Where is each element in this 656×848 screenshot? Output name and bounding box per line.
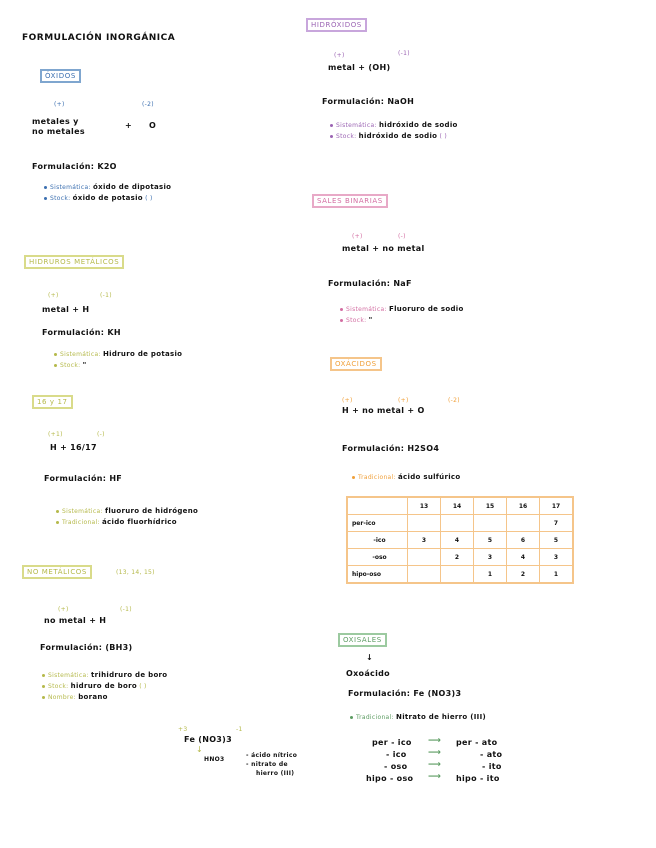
oxidos-reactant-right: O: [149, 121, 157, 130]
table-header-cell: 13: [408, 497, 441, 515]
oxidos-sist-label: Sistemática:: [50, 184, 91, 191]
no-metalicos-header: NO METÁLICOS: [22, 565, 92, 579]
oxacidos-charge-2: (+): [398, 397, 409, 404]
bullet-icon: [56, 521, 59, 524]
table-cell: 1: [540, 566, 574, 584]
table-row-label: -oso: [347, 549, 408, 566]
table-cell: [408, 549, 441, 566]
table-cell: 4: [441, 532, 474, 549]
oxisales-header: OXISALES: [338, 633, 387, 647]
no-metalicos-nombre-label: Nombre:: [48, 694, 76, 701]
bullet-icon: [350, 716, 353, 719]
table-cell: [507, 515, 540, 532]
oxacidos-trad-label: Tradicional:: [358, 474, 396, 481]
oxacidos-tradicional-line: [352, 473, 460, 481]
grupo-16-17-sistematica-line: [56, 507, 198, 515]
hidroxidos-stock-value: hidróxido de sodio: [358, 132, 438, 140]
grupo-16-17-charge-left: (+1): [48, 431, 63, 438]
grupo-16-17-sist-value: fluoruro de hidrógeno: [105, 507, 199, 515]
table-cell: 4: [507, 549, 540, 566]
oxisales-change-to-4: hipo - ito: [456, 774, 500, 783]
oxidos-charge-right: (-2): [142, 101, 154, 108]
bullet-icon: [44, 197, 47, 200]
oxisales-formula: Formulación: Fe (NO3)3: [348, 689, 462, 698]
hidroxidos-stock-label: Stock:: [336, 133, 357, 140]
sales-binarias-sistematica-line: [340, 305, 464, 313]
bullet-icon: [42, 674, 45, 677]
fe-note-line-2: - nitrato de: [246, 761, 288, 768]
table-row-label: hipo-oso: [347, 566, 408, 584]
bullet-icon: [42, 685, 45, 688]
sales-binarias-charge-left: (+): [352, 233, 363, 240]
no-metalicos-charge-left: (+): [58, 606, 69, 613]
hidroxidos-sistematica-line: [330, 121, 458, 129]
no-metalicos-charge-right: (-1): [120, 606, 132, 613]
table-cell: 6: [507, 532, 540, 549]
sales-binarias-reaction: metal + no metal: [342, 244, 425, 253]
no-metalicos-nombre-value: borano: [78, 693, 108, 701]
hidroxidos-stock-paren: ( ): [439, 133, 447, 140]
table-cell: 2: [441, 549, 474, 566]
oxidos-stock-value: óxido de potasio: [72, 194, 143, 202]
table-cell: 1: [474, 566, 507, 584]
table-header-cell: 16: [507, 497, 540, 515]
table-header-cell: 15: [474, 497, 507, 515]
hidroxidos-sist-label: Sistemática:: [336, 122, 377, 129]
grupo-16-17-header: 16 y 17: [32, 395, 73, 409]
hidruros-charge-right: (-1): [100, 292, 112, 299]
page-title: FORMULACIÓN INORGÁNICA: [22, 33, 176, 43]
grupo-16-17-trad-label: Tradicional:: [62, 519, 100, 526]
oxisales-change-to-1: per - ato: [456, 738, 498, 747]
oxisales-tradicional-line: [350, 713, 486, 721]
oxisales-change-to-2: - ato: [480, 750, 503, 759]
table-cell: [408, 515, 441, 532]
bullet-icon: [54, 353, 57, 356]
sales-binarias-header: SALES BINARIAS: [312, 194, 388, 208]
fe-note-acid: HNO3: [204, 756, 225, 763]
hidruros-charge-left: (+): [48, 292, 59, 299]
sales-binarias-sist-value: Fluoruro de sodio: [389, 305, 464, 313]
oxidos-header: ÓXIDOS: [40, 69, 81, 83]
oxisales-change-to-3: - ito: [482, 762, 502, 771]
table-cell: 3: [540, 549, 574, 566]
table-row: [347, 532, 573, 549]
arrow-right-icon: ⟶: [428, 760, 442, 770]
oxidos-stock-paren: ( ): [145, 195, 153, 202]
oxisales-change-from-2: - ico: [386, 750, 407, 759]
hidruros-stock-label: Stock:: [60, 362, 81, 369]
hidruros-sist-label: Sistemática:: [60, 351, 101, 358]
arrow-right-icon: ⟶: [428, 736, 442, 746]
sales-binarias-stock-label: Stock:: [346, 317, 367, 324]
table-cell: 3: [408, 532, 441, 549]
hidruros-sist-value: Hidruro de potasio: [103, 350, 183, 358]
grupo-16-17-formula: Formulación: HF: [44, 474, 123, 483]
table-row: [347, 566, 573, 584]
bullet-icon: [340, 319, 343, 322]
bullet-icon: [340, 308, 343, 311]
oxisales-sub: Oxoácido: [346, 669, 390, 678]
oxisales-change-from-1: per - ico: [372, 738, 412, 747]
bullet-icon: [330, 124, 333, 127]
oxisales-change-from-4: hipo - oso: [366, 774, 414, 783]
table-cell: [441, 515, 474, 532]
oxisales-trad-value: Nitrato de hierro (III): [396, 713, 486, 721]
no-metalicos-sistematica-line: [42, 671, 167, 679]
hidruros-header: HIDRUROS METÁLICOS: [24, 255, 124, 269]
table-row-label: -ico: [347, 532, 408, 549]
fe-note-charge-left: +3: [178, 726, 188, 733]
no-metalicos-groups: (13, 14, 15): [116, 569, 155, 576]
bullet-icon: [42, 696, 45, 699]
oxacidos-formula: Formulación: H2SO4: [342, 444, 440, 453]
hidroxidos-header: HIDRÓXIDOS: [306, 18, 367, 32]
oxidos-charge-left: (+): [54, 101, 65, 108]
fe-note-formula: Fe (NO3)3: [184, 735, 232, 744]
arrow-right-icon: ⟶: [428, 748, 442, 758]
no-metalicos-formula: Formulación: (BH3): [40, 643, 133, 652]
hidroxidos-charge-left: (+): [334, 52, 345, 59]
fe-note-charge-right: -1: [236, 726, 243, 733]
table-cell: 3: [474, 549, 507, 566]
sales-binarias-stock-line: [340, 316, 373, 324]
table-cell: 7: [540, 515, 574, 532]
fe-note-arrow-icon: ↓: [196, 745, 204, 754]
table-header-row: [347, 497, 573, 515]
grupo-16-17-charge-right: (-): [97, 431, 105, 438]
table-cell: [347, 497, 408, 515]
table-cell: [408, 566, 441, 584]
hidroxidos-formula: Formulación: NaOH: [322, 97, 415, 106]
grupo-16-17-trad-value: ácido fluorhídrico: [102, 518, 177, 526]
oxacidos-trad-value: ácido sulfúrico: [398, 473, 461, 481]
arrow-right-icon: ⟶: [428, 772, 442, 782]
hidroxidos-reaction: metal + (OH): [328, 63, 391, 72]
oxacidos-reaction: H + no metal + O: [342, 406, 425, 415]
no-metalicos-stock-label: Stock:: [48, 683, 69, 690]
oxidos-formula: Formulación: K2O: [32, 162, 117, 171]
hidruros-formula: Formulación: KH: [42, 328, 121, 337]
no-metalicos-stock-line: [42, 682, 147, 690]
bullet-icon: [54, 364, 57, 367]
bullet-icon: [44, 186, 47, 189]
sales-binarias-charge-right: (-): [398, 233, 406, 240]
oxidos-sistematica-line: [44, 183, 171, 191]
hidruros-stock-value: ": [82, 361, 87, 369]
table-row: [347, 549, 573, 566]
table-row-label: per-ico: [347, 515, 408, 532]
table-row: [347, 515, 573, 532]
hidroxidos-charge-right: (-1): [398, 50, 410, 57]
oxacidos-charge-1: (+): [342, 397, 353, 404]
sales-binarias-sist-label: Sistemática:: [346, 306, 387, 313]
oxidos-stock-label: Stock:: [50, 195, 71, 202]
table-cell: [474, 515, 507, 532]
hidroxidos-sist-value: hidróxido de sodio: [379, 121, 458, 129]
sales-binarias-formula: Formulación: NaF: [328, 279, 412, 288]
hidroxidos-stock-line: [330, 132, 447, 140]
table-header-cell: 14: [441, 497, 474, 515]
grupo-16-17-sist-label: Sistemática:: [62, 508, 103, 515]
table-header-cell: 17: [540, 497, 574, 515]
hidruros-sistematica-line: [54, 350, 182, 358]
fe-note-line-3: hierro (III): [256, 770, 295, 777]
table-cell: 5: [540, 532, 574, 549]
bullet-icon: [330, 135, 333, 138]
no-metalicos-nombre-line: [42, 693, 108, 701]
hidruros-reaction: metal + H: [42, 305, 90, 314]
bullet-icon: [352, 476, 355, 479]
table-cell: 2: [507, 566, 540, 584]
oxidos-stock-line: [44, 194, 153, 202]
hidruros-stock-line: [54, 361, 87, 369]
oxisales-trad-label: Tradicional:: [356, 714, 394, 721]
oxisales-change-from-3: - oso: [384, 762, 408, 771]
bullet-icon: [56, 510, 59, 513]
table-cell: [441, 566, 474, 584]
grupo-16-17-reaction: H + 16/17: [50, 443, 97, 452]
no-metalicos-stock-value: hidruro de boro: [70, 682, 137, 690]
no-metalicos-reaction: no metal + H: [44, 616, 107, 625]
no-metalicos-sist-value: trihidruro de boro: [91, 671, 168, 679]
oxidos-reactant-left-1: metales y: [32, 117, 79, 126]
grupo-16-17-tradicional-line: [56, 518, 177, 526]
oxidos-reactant-left-2: no metales: [32, 127, 85, 136]
sales-binarias-stock-value: ": [368, 316, 373, 324]
oxisales-arrow-icon: ↓: [366, 653, 374, 662]
oxidos-plus: +: [125, 121, 133, 130]
fe-note-line-1: - ácido nítrico: [246, 752, 298, 759]
oxacidos-header: OXÁCIDOS: [330, 357, 382, 371]
no-metalicos-stock-paren: ( ): [139, 683, 147, 690]
no-metalicos-sist-label: Sistemática:: [48, 672, 89, 679]
table-cell: 5: [474, 532, 507, 549]
oxacidos-charge-3: (-2): [448, 397, 460, 404]
oxidos-sist-value: óxido de dipotasio: [93, 183, 172, 191]
oxacidos-table: [346, 496, 574, 584]
